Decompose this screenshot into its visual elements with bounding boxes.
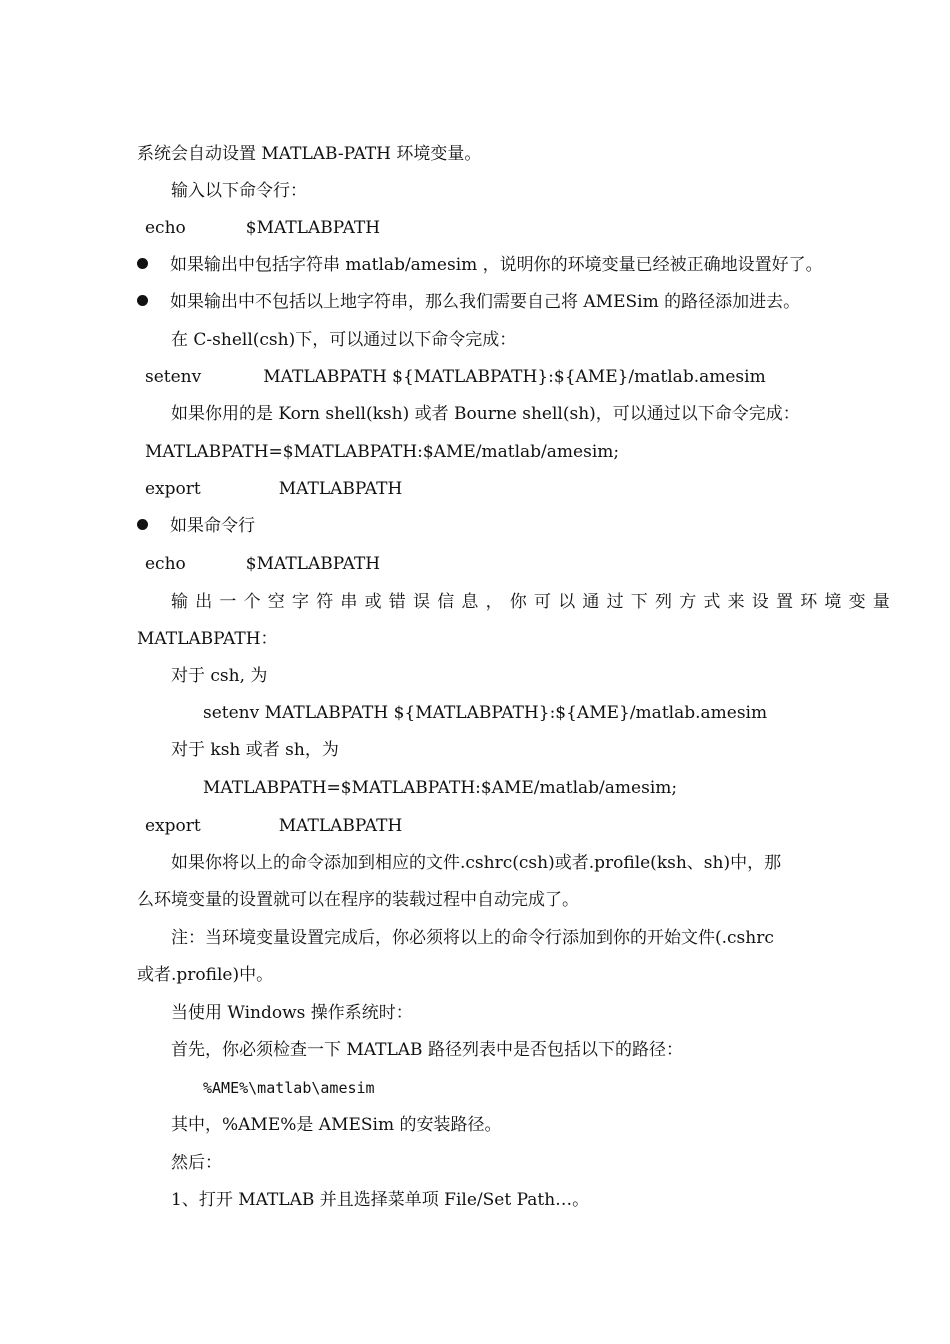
- paragraph: 1、打开 MATLAB 并且选择菜单项 File/Set Path…。: [171, 1190, 590, 1210]
- paragraph: 其中，%AME%是 AMESim 的安装路径。: [171, 1115, 502, 1135]
- bullet-item: [137, 254, 860, 276]
- paragraph: 如果你将以上的命令添加到相应的文件.cshrc(csh)或者.profile(ksh、sh)中，那: [171, 853, 782, 873]
- paragraph: 注：当环境变量设置完成后，你必须将以上的命令行添加到你的开始文件(.cshrc: [171, 928, 774, 948]
- code-command: echo: [145, 554, 186, 574]
- code-argument: MATLABPATH ${MATLABPATH}:${AME}/matlab.amesim: [263, 367, 766, 387]
- code-line: [145, 217, 860, 239]
- bullet-text: 如果命令行: [170, 516, 255, 536]
- paragraph: 么环境变量的设置就可以在程序的装载过程中自动完成了。: [137, 890, 579, 910]
- code-line: [145, 478, 860, 500]
- bullet-icon: [137, 258, 148, 269]
- code-command: setenv: [145, 367, 202, 387]
- bullet-text: 如果输出中包括字符串 matlab/amesim ，说明你的环境变量已经被正确地设置好了。: [170, 255, 823, 275]
- code-argument: MATLABPATH: [278, 816, 403, 836]
- paragraph: 在 C-shell(csh)下，可以通过以下命令完成：: [171, 330, 517, 350]
- paragraph: 然后：: [171, 1153, 222, 1173]
- code-line: %AME%\matlab\amesim: [203, 1079, 375, 1097]
- paragraph: 如果你用的是 Korn shell(ksh) 或者 Bourne shell(sh)，可以通过以下命令完成：: [171, 404, 800, 424]
- paragraph: 首先，你必须检查一下 MATLAB 路径列表中是否包括以下的路径：: [171, 1040, 683, 1060]
- paragraph: 对于 csh, 为: [171, 666, 268, 686]
- code-line: setenv MATLABPATH ${MATLABPATH}:${AME}/matlab.amesim: [203, 703, 768, 723]
- code-line: [145, 366, 860, 388]
- code-argument: $MATLABPATH: [245, 554, 381, 574]
- bullet-text: 如果输出中不包括以上地字符串，那么我们需要自己将 AMESim 的路径添加进去。: [170, 292, 801, 312]
- code-command: export: [145, 816, 201, 836]
- paragraph: MATLABPATH：: [137, 629, 278, 649]
- code-line: [145, 815, 860, 837]
- code-argument: MATLABPATH: [278, 479, 403, 499]
- code-command: echo: [145, 218, 186, 238]
- code-argument: $MATLABPATH: [245, 218, 381, 238]
- paragraph: 或者.profile)中。: [137, 965, 274, 985]
- code-command: export: [145, 479, 201, 499]
- paragraph: 当使用 Windows 操作系统时：: [171, 1003, 413, 1023]
- paragraph: 对于 ksh 或者 sh，为: [171, 740, 339, 760]
- paragraph: 输入以下命令行：: [171, 181, 307, 201]
- bullet-item: [137, 291, 860, 313]
- bullet-item: [137, 515, 860, 537]
- paragraph: 系统会自动设置 MATLAB-PATH 环境变量。: [137, 144, 482, 164]
- bullet-icon: [137, 519, 148, 530]
- paragraph: 输出一个空字符串或错误信息，你可以通过下列方式来设置环境变量: [171, 592, 897, 612]
- code-line: MATLABPATH=$MATLABPATH:$AME/matlab/amesim;: [203, 778, 678, 798]
- code-line: [145, 553, 860, 575]
- bullet-icon: [137, 295, 148, 306]
- code-line: MATLABPATH=$MATLABPATH:$AME/matlab/amesim;: [145, 442, 620, 462]
